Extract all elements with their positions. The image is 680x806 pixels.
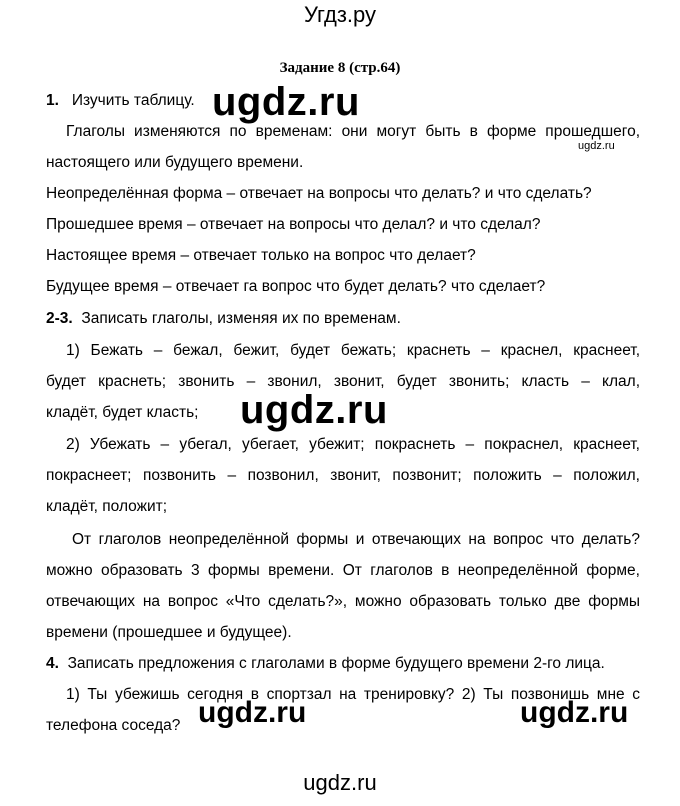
rule-past: Прошедшее время – отвечает на вопросы что делал? и что сделал? [46,216,541,233]
watermark-bottom-left: ugdz.ru [198,696,307,729]
section23-heading: Записать глаголы, изменяя их по временам. [81,310,401,327]
p1-line2: будет краснеть; звонить – звонил, звонит, будет звонить; класть – клал, [46,373,640,390]
section1-intro-line2: настоящего или будущего времени. [46,154,304,171]
rule-future: Будущее время – отвечает га вопрос что будет делать? что сделает? [46,278,546,295]
p1-line3: кладёт, будет класть; [46,404,199,421]
site-title: Угдз.ру [303,2,377,27]
watermark-footer: ugdz.ru [303,770,377,795]
p2-line2: покраснеет; позвонить – позвонил, звонит, позвонит; положить – положил, [46,467,640,484]
watermark-bottom-right: ugdz.ru [520,696,629,729]
conclusion-line2: можно образовать 3 формы времени. От глаголов в неопределённой форме, [46,562,640,579]
task-title: Задание 8 (стр.64) [279,60,401,76]
rule-present: Настоящее время – отвечает только на вопрос что делает? [46,247,476,264]
section4-line2: телефона соседа? [46,717,181,734]
conclusion-line1: От глаголов неопределённой формы и отвечающих на вопрос что делать? [72,531,640,548]
section4-heading-line [46,655,605,673]
section1-intro-line1: Глаголы изменяются по временам: они могут быть в форме прошедшего, [66,123,640,140]
p2-line1: 2) Убежать – убегал, убегает, убежит; покраснеть – покраснел, краснеет, [66,436,640,453]
section1-heading: Изучить таблицу. [71,92,195,109]
section4-number: 4. [46,655,59,672]
p2-line3: кладёт, положит; [46,498,168,515]
section4-line1: 1) Ты убежишь сегодня в спортзал на тренировку? 2) Ты позвонишь мне с [66,686,640,703]
section1-number: 1. [46,92,59,109]
section23-heading-line [46,310,401,328]
section23-number: 2-3. [46,310,73,327]
watermark-middle: ugdz.ru [240,388,388,432]
conclusion-line4: времени (прошедшее и будущее). [46,624,292,641]
watermark-top: ugdz.ru [212,80,360,124]
section1-heading-line [46,92,195,110]
section4-heading: Записать предложения с глаголами в форме будущего времени 2-го лица. [67,655,605,672]
conclusion-line3: отвечающих на вопрос «Что сделать?», можно образовать только две формы [46,593,640,610]
p1-line1: 1) Бежать – бежал, бежит, будет бежать; краснеть – краснел, краснеет, [66,342,640,359]
rule-indefinite: Неопределённая форма – отвечает на вопросы что делать? и что сделать? [46,185,592,202]
watermark-small: ugdz.ru [578,140,615,152]
